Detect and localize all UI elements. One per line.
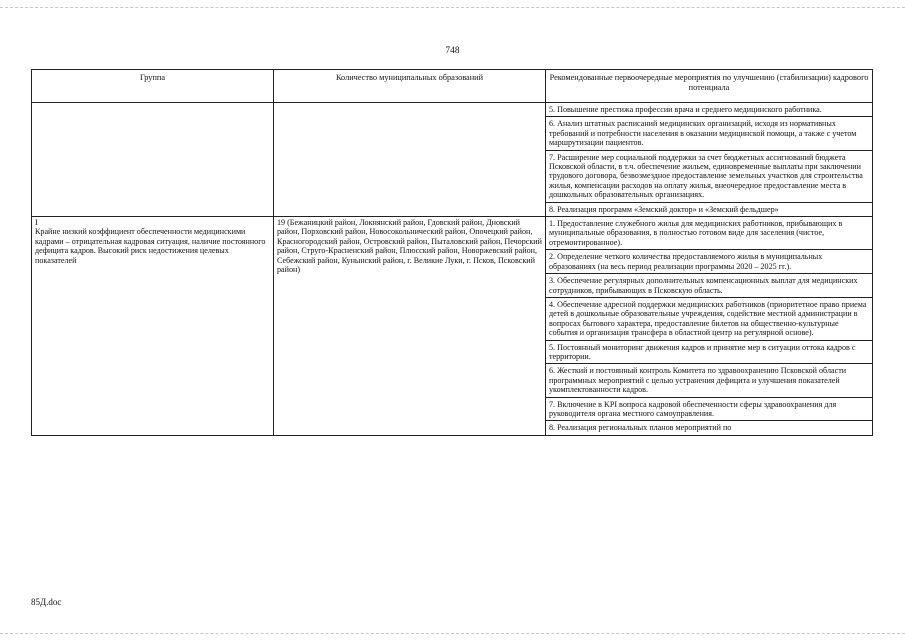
header-group: Группа bbox=[32, 70, 274, 103]
header-measures: Рекомендованные первоочередные мероприятия по улучшению (стабилизации) кадрового потенциала bbox=[546, 70, 873, 103]
group-cell bbox=[32, 217, 274, 436]
table-header-row bbox=[32, 70, 873, 103]
measure-item: 7. Включение в KPI вопроса кадровой обеспеченности сферы здравоохранения для руководителя органа местного самоуправления. bbox=[546, 397, 872, 421]
measure-item: 7. Расширение мер социальной поддержки за счет бюджетных ассигнований бюджета Псковской области, в т.ч. обеспечение жильем, единовременные выплаты при заключении трудового договора, безвозмездное предоставление земельных участков для строительства жилья, компенсации расходов на оплату жилья, внеочередное предоставление места в дошкольных образовательных организациях. bbox=[546, 150, 872, 202]
measure-item: 8. Реализация региональных планов мероприятий по bbox=[546, 420, 872, 434]
measures-cell bbox=[546, 217, 873, 436]
municipalities-cell-text bbox=[274, 103, 545, 105]
table-row bbox=[32, 103, 873, 217]
measure-item: 4. Обеспечение адресной поддержки медицинских работников (приоритетное право приема детей в дошкольные образовательные учреждения, содействие местной администрации в вопросах бытового характера, предоставление билетов на общественно-культурные события и организация трансфера в областной центр на регулярной основе). bbox=[546, 297, 872, 340]
measure-item: 5. Постоянный мониторинг движения кадров и принятие мер в ситуации оттока кадров с территории. bbox=[546, 340, 872, 364]
measures-cell bbox=[546, 103, 873, 217]
group-cell-text bbox=[32, 217, 273, 266]
measure-item: 6. Жесткий и постоянный контроль Комитета по здравоохранению Псковской области программных мероприятий с целью устранения дефицита и улучшения показателей укомплектованности кадров. bbox=[546, 363, 872, 396]
recommendations-table bbox=[31, 69, 873, 436]
municipalities-cell bbox=[274, 103, 546, 217]
scan-edge-bottom bbox=[0, 633, 905, 634]
municipalities-cell bbox=[274, 217, 546, 436]
measure-item: 8. Реализация программ «Земский доктор» и «Земский фельдшер» bbox=[546, 202, 872, 216]
footer-file-name: 85Д.doc bbox=[31, 597, 62, 607]
municipalities-list: 19 (Бежаницкий район, Локнянский район, Гдовский район, Дновский район, Порховский район, Новосокольнический район, Опочецкий район, Красногородский район, Островский район, Пыталовский район, Печорский район, Струго-Красненский район, Плюсский район, Новоржевский район, Себежский район, Кунынский район, г. Великие Луки, г. Псков, Псковский район) bbox=[277, 218, 542, 275]
page-number: 748 bbox=[445, 46, 460, 56]
group-roman-numeral: I bbox=[35, 218, 38, 228]
table-row bbox=[32, 217, 873, 436]
measure-item: 5. Повышение престижа профессии врача и среднего медицинского работника. bbox=[549, 105, 822, 114]
header-municipalities: Количество муниципальных образований bbox=[274, 70, 546, 103]
group-cell bbox=[32, 103, 274, 217]
measure-item: 2. Определение четкого количества предоставляемого жилья в муниципальных образованиях (на весь период реализации программы 2020 – 2025 гг.). bbox=[546, 249, 872, 273]
group-description: Крайне низкий коэффициент обеспеченности медицинскими кадрами – отрицательная кадровая ситуация, наличие постоянного дефицита кадров. Высокий риск недостижения целевых показателей bbox=[35, 227, 266, 265]
measure-item: 1. Предоставление служебного жилья для медицинских работников, прибывающих в муниципальные образования, в полностью готовом виде для заселения (чистое, отремонтированное). bbox=[549, 219, 843, 247]
group-cell-text bbox=[32, 103, 273, 105]
measure-item: 6. Анализ штатных расписаний медицинских организаций, исходя из нормативных требований и потребности населения в оказании медицинской помощи, а также с учетом маршрутизации пациентов. bbox=[546, 116, 872, 149]
measure-item: 3. Обеспечение регулярных дополнительных компенсационных выплат для медицинских сотрудников, прибывающих в Псковскую область. bbox=[546, 273, 872, 297]
scan-edge-top bbox=[0, 7, 905, 8]
